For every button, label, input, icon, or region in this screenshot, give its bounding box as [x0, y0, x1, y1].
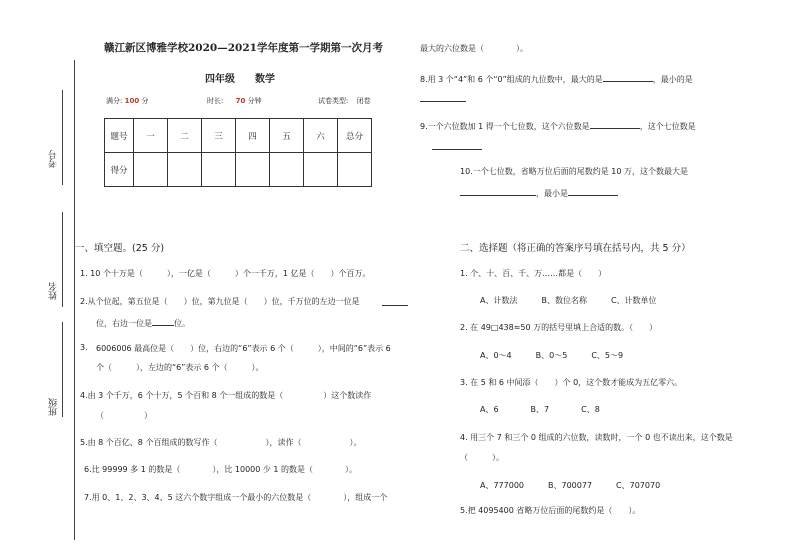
- binding-line: [74, 60, 75, 540]
- banji-line: [62, 322, 63, 417]
- score-table-header: 六: [304, 119, 338, 153]
- score-table-header-row: [105, 119, 372, 153]
- q10-blank-1[interactable]: [460, 186, 536, 196]
- q2b: 位，右边一位是: [96, 319, 152, 328]
- q3a: 6006006 最高位是（ ）位，右边的“6”表示 6 个（ ），中间的“6”表示 6: [96, 344, 391, 353]
- section2-heading: 二、选择题（将正确的答案序号填在括号内，共 5 分）: [460, 243, 691, 254]
- score-cell[interactable]: [202, 153, 236, 187]
- c3-options: A、6 B、7 C、8: [480, 405, 600, 414]
- c1-options: A、计数法 B、数位名称 C、计数单位: [480, 296, 657, 305]
- score-table-header: 总分: [338, 119, 372, 153]
- section1-heading: 一、填空题。(25 分): [75, 243, 165, 254]
- score-table-header: 一: [134, 119, 168, 153]
- q8a: 8.用 3 个“4”和 6 个“0”组成的九位数中，最大的是: [420, 75, 603, 84]
- q4a: 4.由 3 个千万，6 个十万，5 个百和 8 个一组成的数是（ ）这个数读作: [80, 391, 372, 400]
- type-info: [318, 96, 371, 106]
- c4-options: A、777000 B、700077 C、707070: [480, 481, 661, 490]
- score-table: [104, 118, 372, 187]
- q2-blank-1[interactable]: [382, 296, 408, 308]
- exam-title: 赣江新区博雅学校2020—2021学年度第一学期第一次月考: [104, 42, 383, 54]
- score-unit: 分: [141, 97, 149, 105]
- c4a: 4. 用三个 7 和三个 0 组成的六位数，读数时，一个 0 也不读出来，这个数是: [460, 433, 733, 442]
- q8a-line: [420, 72, 693, 85]
- kaohao-label: 考号: [49, 150, 59, 168]
- q6: 6.比 99999 多 1 的数是（ ），比 10000 少 1 的数是（ ）。: [84, 465, 358, 474]
- score-cell[interactable]: [236, 153, 270, 187]
- q8-blank-2[interactable]: [420, 92, 466, 104]
- kaohao-line: [62, 90, 63, 185]
- q2b-line: [96, 316, 190, 329]
- q9b: ，这个七位数是: [639, 122, 696, 131]
- exam-subtitle: 四年级 数学: [205, 74, 275, 85]
- c2: 2. 在 49□438≈50 万的括号里填上合适的数。（ ）: [460, 323, 658, 332]
- c4b: （ ）。: [460, 453, 504, 462]
- score-table-header: 四: [236, 119, 270, 153]
- score-row-label: 得分: [105, 153, 134, 187]
- q7-continued: 最大的六位数是（ ）。: [420, 44, 528, 53]
- score-cell[interactable]: [270, 153, 304, 187]
- score-value: 100: [124, 97, 140, 105]
- banji-label: 班级: [49, 398, 59, 416]
- score-table-header: 五: [270, 119, 304, 153]
- q8b: ，最小的是: [652, 75, 693, 84]
- time-info: [207, 96, 262, 106]
- q10a: 10.一个七位数，省略万位后面的尾数约是 10 万，这个数最大是: [460, 167, 688, 176]
- score-cell[interactable]: [168, 153, 202, 187]
- c2-options: A、0～4 B、0～5 C、5～9: [480, 351, 624, 360]
- score-table-header: 二: [168, 119, 202, 153]
- score-cell[interactable]: [134, 153, 168, 187]
- c1: 1. 个、十、百、千、万……都是（ ）: [460, 269, 607, 278]
- score-table-header: 题号: [105, 119, 134, 153]
- q9a-line: [420, 119, 696, 132]
- c5: 5.把 4095400 省略万位后面的尾数约是（ ）。: [460, 506, 641, 515]
- score-label: 满分:: [106, 97, 123, 105]
- q3b: 个（ ），左边的“6”表示 6 个（ ）。: [96, 363, 264, 372]
- q9-blank-2[interactable]: [432, 140, 482, 152]
- score-cell[interactable]: [338, 153, 372, 187]
- q10-blank-2[interactable]: [568, 186, 618, 196]
- type-value: 闭卷: [356, 97, 371, 105]
- score-table-header: 三: [202, 119, 236, 153]
- time-label: 时长:: [207, 97, 224, 105]
- time-unit: 分钟: [247, 97, 262, 105]
- xingming-line: [62, 212, 63, 307]
- type-label: 试卷类型:: [318, 97, 349, 105]
- q2a: 2.从个位起，第五位是（ ）位，第九位是（ ）位，千万位的左边一位是: [80, 297, 360, 306]
- xingming-label: 姓名: [49, 282, 59, 300]
- score-table-row: [105, 153, 372, 187]
- q3-number: 3.: [80, 343, 88, 352]
- q7: 7.用 0、1、2、3、4、5 这六个数字组成一个最小的六位数是（ ），组成一个: [84, 493, 388, 502]
- q10b-line: [460, 186, 618, 199]
- exam-info: [106, 96, 148, 106]
- q2-blank-2[interactable]: [152, 316, 174, 326]
- q4b: （ ）: [96, 411, 152, 420]
- q2c: 位。: [174, 319, 190, 328]
- q9a: 9.一个六位数加 1 得一个七位数，这个六位数是: [420, 122, 590, 131]
- q9-blank-1[interactable]: [590, 119, 640, 129]
- time-value: 70: [235, 97, 246, 105]
- q8-blank-1[interactable]: [603, 72, 653, 82]
- score-cell[interactable]: [304, 153, 338, 187]
- c3: 3. 在 5 和 6 中间添（ ）个 0，这个数才能成为五亿零六。: [460, 378, 683, 387]
- q1: 1. 10 个十万是（ ），一亿是（ ）个一千万，1 亿是（ ）个百万。: [80, 269, 371, 278]
- q10b: ，最小是: [536, 189, 568, 198]
- q5: 5.由 8 个百亿、8 个百组成的数写作（ ），读作（ ）。: [80, 438, 362, 447]
